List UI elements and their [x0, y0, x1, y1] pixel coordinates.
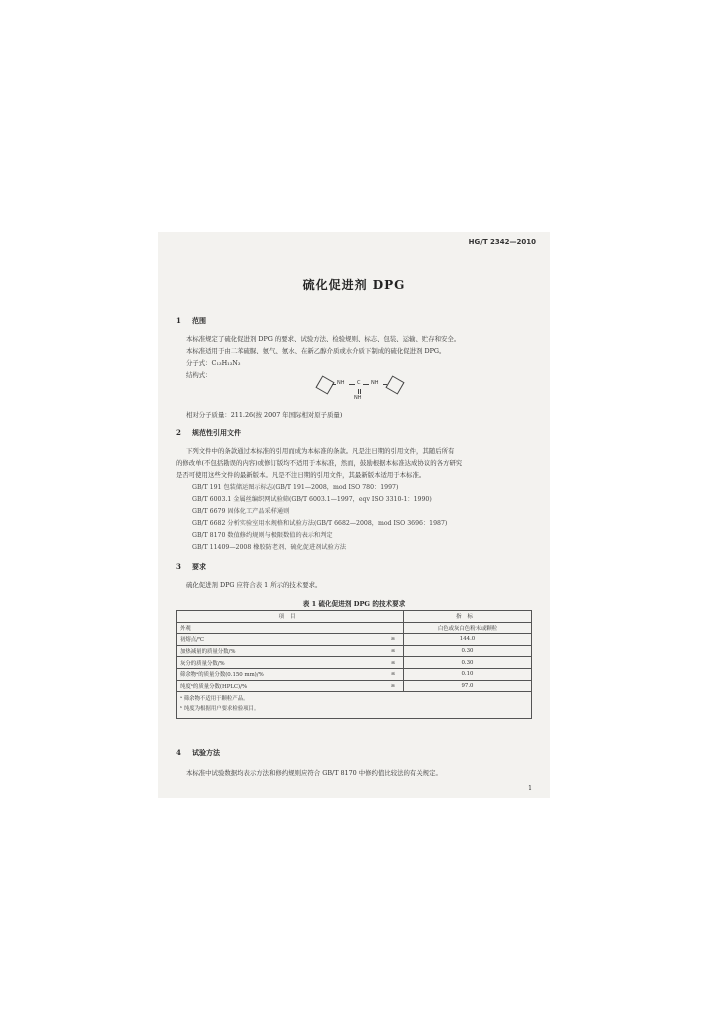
page-number: 1: [528, 785, 532, 792]
document-title: 硫化促进剂 DPG: [302, 278, 406, 292]
reference-item: GB/T 6003.1 金属丝编织网试验筛(GB/T 6003.1—1997，eqv ISO 3310-1：1990): [192, 496, 432, 503]
spec-table: [176, 610, 532, 719]
molecular-formula: 分子式：C₁₃H₁₃N₃: [186, 359, 241, 367]
section-3-heading: 3 要求: [176, 562, 206, 571]
table-row: 灰分的质量分数/% ≤ 0.30: [177, 657, 532, 669]
table-caption: 表 1 硫化促进剂 DPG 的技术要求: [302, 600, 406, 608]
table-row: 外观 白色或灰白色粉末或颗粒: [177, 622, 532, 634]
normative-paragraph-2: 的修改单(不包括勘误的内容)或修订版均不适用于本标准，然而，鼓励根据本标准达成协议的各方研究: [176, 459, 463, 467]
column-header-index: 指标: [404, 611, 532, 623]
table-row: 加热减量的质量分数/% ≤ 0.30: [177, 645, 532, 657]
normative-paragraph-1: 下列文件中的条款通过本标准的引用而成为本标准的条款。凡是注日期的引用文件，其随后所有: [186, 447, 455, 455]
reference-item: GB/T 191 包装储运图示标志(GB/T 191—2008，mod ISO 780：1997): [192, 484, 399, 491]
table-row: 筛余物ᵃ的质量分数(0.150 mm)/% ≤ 0.10: [177, 668, 532, 680]
table-header-row: [177, 611, 532, 623]
section-4-heading: 4 试验方法: [176, 748, 220, 757]
methods-text: 本标准中试验数据均表示方法和修约规则应符合 GB/T 8170 中修约值比较法的有关规定。: [186, 769, 442, 777]
reference-item: GB/T 6679 固体化工产品采样通则: [192, 508, 290, 515]
carbon-label: C: [357, 380, 361, 386]
document-page: [158, 232, 550, 798]
imine-label: NH: [354, 395, 362, 401]
benzene-ring-right: [385, 375, 404, 394]
column-header-item: 项目: [177, 611, 404, 623]
section-2-heading: 2 规范性引用文件: [176, 428, 241, 437]
structure-label: 结构式：: [186, 371, 212, 379]
structural-formula: [316, 374, 410, 406]
requirements-text: 硫化促进剂 DPG 应符合表 1 所示的技术要求。: [186, 581, 322, 589]
standard-code: HG/T 2342—2010: [468, 238, 536, 246]
normative-paragraph-3: 是否可使用这些文件的最新版本。凡是不注日期的引用文件，其最新版本适用于本标准。: [176, 471, 426, 479]
table-row: 初熔点/℃ ≥ 144.0: [177, 634, 532, 646]
table-note-a: ᵃ 筛余物不适用于颗粒产品。: [180, 696, 249, 703]
relative-molecular-mass: 相对分子质量：211.26(按 2007 年国际相对原子质量): [186, 411, 343, 419]
reference-item: GB/T 11409—2008 橡胶防老剂、硫化促进剂试验方法: [192, 544, 347, 551]
nh-left-label: NH: [337, 380, 345, 386]
benzene-ring-left: [315, 375, 334, 394]
scope-paragraph-1: 本标准规定了硫化促进剂 DPG 的要求、试验方法、检验规则、标志、包装、运输、贮存和安全。: [186, 335, 461, 343]
nh-right-label: NH: [371, 380, 379, 386]
section-1-heading: 1 范围: [176, 316, 206, 325]
reference-item: GB/T 8170 数值修约规则与极限数值的表示和判定: [192, 532, 333, 539]
table-row: 纯度ᵇ的质量分数(HPLC)/% ≥ 97.0: [177, 680, 532, 692]
scope-paragraph-2: 本标准适用于由二苯硫脲、氨气、氨水、在新乙醇介质或水介质下制成的硫化促进剂 DPG。: [186, 347, 446, 355]
reference-item: GB/T 6682 分析实验室用水规格和试验方法(GB/T 6682—2008，mod ISO 3696：1987): [192, 520, 448, 527]
table-note-b: ᵇ 纯度为根据用户要求检验项目。: [180, 706, 260, 713]
table-notes-row: [177, 692, 532, 719]
